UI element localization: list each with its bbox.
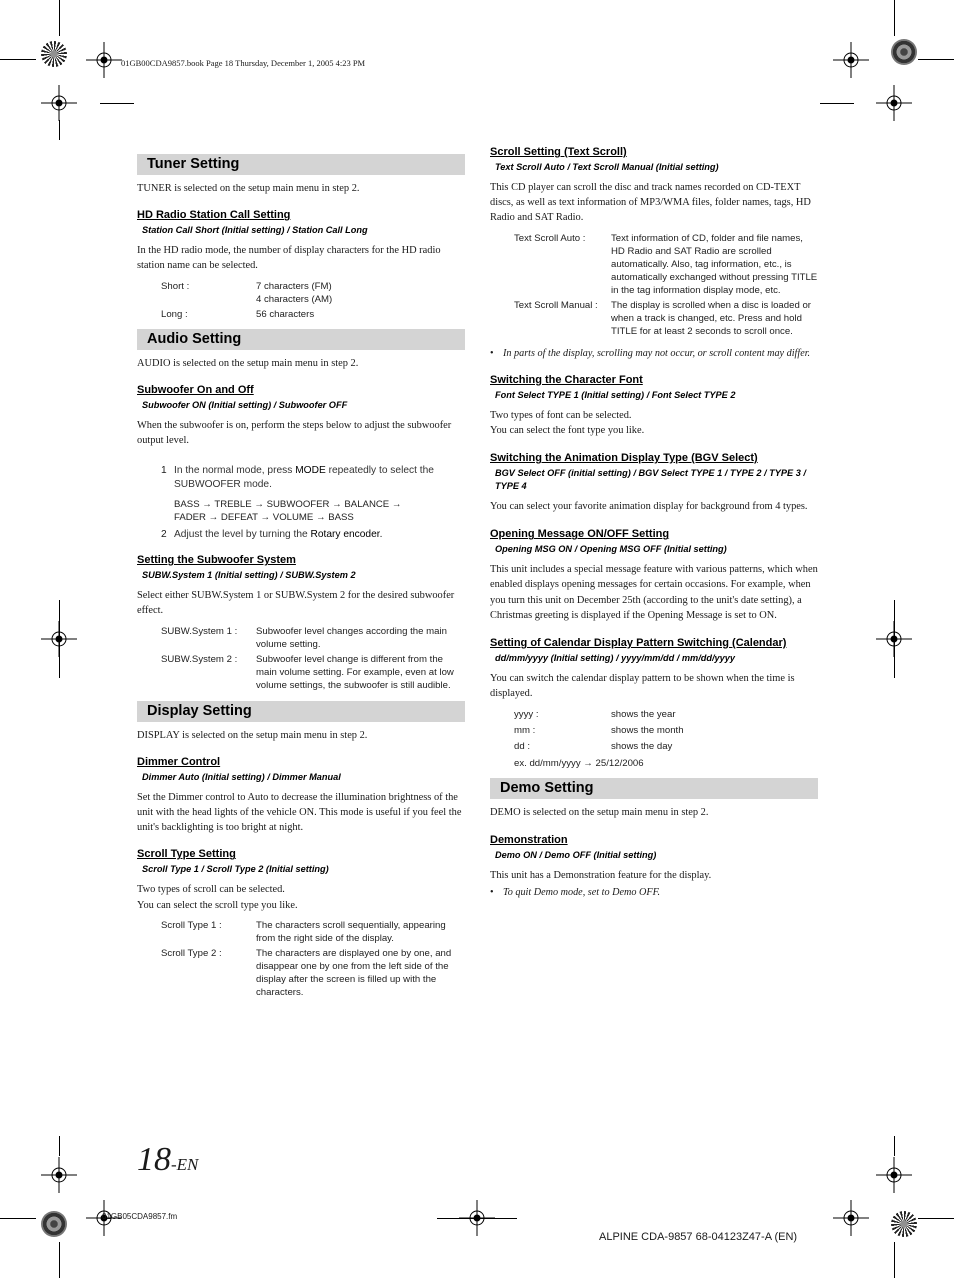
key-rotary-encoder: Rotary encoder: [310, 529, 380, 541]
options-text-scroll: Text Scroll Auto / Text Scroll Manual (Initial setting): [495, 162, 719, 172]
body-subwoofer-system: Select either SUBW.System 1 or SUBW.System 2 for the desired subwoofer effect.: [137, 590, 455, 617]
text-scroll-definitions: [514, 232, 818, 338]
page-number-digits: 18: [137, 1141, 171, 1178]
section-title-demo: Demo Setting: [490, 778, 818, 799]
page-number: [137, 1141, 198, 1179]
body-opening: This unit includes a special message feature with various patterns, which when enabled displays opening messages for certain occasions. For example, when you turn this unit on December 25th (according to the unit's date setting), a Christmas greeting is displayed if the Opening Message is set to ON.: [490, 564, 818, 621]
options-demonstration: Demo ON / Demo OFF (Initial setting): [495, 849, 657, 860]
body-calendar: You can switch the calendar display pattern to be shown when the time is displayed.: [490, 673, 795, 700]
body-font-2: You can select the font type you like.: [490, 424, 645, 436]
def-label: Scroll Type 2 :: [161, 947, 222, 959]
def-value: shows the day: [611, 741, 673, 753]
def-value: shows the month: [611, 725, 684, 737]
body-dimmer: Set the Dimmer control to Auto to decrease the illumination brightness of the unit with the head lights of the vehicle ON. This mode is useful if you feel the unit's backlighting is too bright at night.: [137, 791, 462, 834]
registration-mark-icon: [41, 1157, 77, 1193]
def-value: Subwoofer level change is different from the main volume setting. For example, even at low volume settings, the subwoofer is still audible.: [256, 653, 454, 691]
scroll-type-definitions: [161, 919, 465, 999]
header-file-info: 01GB00CDA9857.book Page 18 Thursday, December 1, 2005 4:23 PM: [121, 58, 366, 68]
body-bgv: You can select your favorite animation display for background from 4 types.: [490, 501, 808, 513]
note-text-scroll: [490, 347, 818, 360]
def-value: The characters are displayed one by one, and disappear one by one from the left side of the display after the screen is filled up with the characters.: [256, 947, 452, 998]
def-label: Text Scroll Auto :: [514, 232, 586, 244]
def-value: 7 characters (FM): [256, 280, 332, 292]
body-text-scroll: This CD player can scroll the disc and track names recorded on CD-TEXT discs, as well as text information of MP3/WMA files, folder names, tags, HD Radio and SAT Radio.: [490, 182, 811, 224]
note-text: To quit Demo mode, set to Demo OFF.: [503, 886, 661, 898]
section-title-display: Display Setting: [137, 701, 465, 722]
right-column: [490, 146, 818, 899]
heading-dimmer: Dimmer Control: [137, 755, 221, 768]
heading-subwoofer-system: Setting the Subwoofer System: [137, 554, 296, 567]
options-scroll-type: Scroll Type 1 / Scroll Type 2 (Initial setting): [142, 864, 329, 875]
step-text-b: .: [379, 529, 383, 541]
subwoofer-system-definitions: [161, 625, 465, 692]
body-scroll-type-1: Two types of scroll can be selected.: [137, 884, 285, 896]
page-number-suffix: -EN: [171, 1155, 199, 1174]
step-text-b: repeatedly to select the SUBWOOFER mode.: [174, 465, 434, 491]
registration-mark-icon: [41, 85, 77, 121]
def-label: Long :: [161, 308, 188, 320]
registration-mark-icon: [833, 1200, 869, 1236]
step-text: [174, 464, 465, 492]
registration-mark-icon: [876, 1157, 912, 1193]
options-calendar: dd/mm/yyyy (Initial setting) / yyyy/mm/dd / mm/dd/yyyy: [495, 653, 735, 664]
options-opening: Opening MSG ON / Opening MSG OFF (Initial setting): [495, 544, 727, 555]
registration-mark-icon: [86, 42, 122, 78]
step-text: [174, 528, 382, 542]
step-text-a: Adjust the level by turning the: [174, 529, 311, 541]
options-hd-radio: Station Call Short (Initial setting) / Station Call Long: [142, 225, 368, 236]
def-label: yyyy :: [514, 709, 539, 721]
mode-flow: [174, 498, 465, 524]
calendar-example: ex. dd/mm/yyyy → 25/12/2006: [514, 758, 644, 770]
registration-mark-icon: [833, 42, 869, 78]
options-font: Font Select TYPE 1 (Initial setting) / Font Select TYPE 2: [495, 389, 736, 400]
bullet: •: [490, 886, 494, 898]
left-column: [137, 154, 465, 999]
note-text: In parts of the display, scrolling may not occur, or scroll content may differ.: [503, 347, 811, 359]
note-demo: [490, 886, 818, 899]
body-font-1: Two types of font can be selected.: [490, 409, 632, 421]
def-label: Text Scroll Manual :: [514, 299, 598, 311]
step-number: 2: [161, 529, 167, 541]
def-value: 56 characters: [256, 308, 315, 320]
heading-demonstration: Demonstration: [490, 833, 568, 846]
def-value: The display is scrolled when a disc is loaded or when a track is changed, etc. Press and hold TITLE for at least 2 seconds to scroll once.: [611, 299, 811, 337]
def-label: SUBW.System 2 :: [161, 653, 238, 665]
mode-flow-line: FADER → DEFEAT → VOLUME → BASS: [174, 512, 354, 524]
body-demonstration: This unit has a Demonstration feature for the display.: [490, 869, 712, 881]
def-label: mm :: [514, 725, 536, 737]
body-subwoofer-onoff: When the subwoofer is on, perform the steps below to adjust the subwoofer output level.: [137, 419, 452, 447]
def-value: The characters scroll sequentially, appearing from the right side of the display.: [256, 919, 446, 944]
footer-model: ALPINE CDA-9857 68-04123Z47-A (EN): [599, 1231, 798, 1243]
footer-file-name: 01GB05CDA9857.fm: [102, 1212, 178, 1221]
def-label: Short :: [161, 280, 190, 292]
section-title-tuner: Tuner Setting: [137, 154, 465, 175]
demo-intro: DEMO is selected on the setup main menu in step 2.: [490, 807, 709, 819]
step-number: 1: [161, 465, 167, 477]
options-bgv: BGV Select OFF (initial setting) / BGV Select TYPE 1 / TYPE 2 / TYPE 3 / TYPE 4: [495, 468, 806, 492]
options-subwoofer-onoff: Subwoofer ON (Initial setting) / Subwoofer OFF: [142, 399, 348, 410]
color-rosette-icon: [891, 1211, 917, 1237]
step-1: [161, 464, 465, 492]
mode-flow-line: BASS → TREBLE → SUBWOOFER → BALANCE →: [174, 499, 402, 511]
step-text-a: In the normal mode, press: [174, 465, 296, 477]
heading-calendar: Setting of Calendar Display Pattern Switching (Calendar): [490, 637, 787, 650]
calendar-definitions: [514, 707, 818, 772]
color-rosette-icon: [41, 41, 67, 67]
heading-opening: Opening Message ON/OFF Setting: [490, 528, 670, 541]
body-scroll-type-2: You can select the scroll type you like.: [137, 899, 298, 911]
registration-mark-icon: [876, 85, 912, 121]
def-label: Scroll Type 1 :: [161, 919, 222, 931]
display-intro: DISPLAY is selected on the setup main menu in step 2.: [137, 729, 368, 741]
body-hd-radio: In the HD radio mode, the number of display characters for the HD radio station name can be selected.: [137, 245, 441, 272]
def-label: SUBW.System 1 :: [161, 625, 238, 637]
def-value: 4 characters (AM): [256, 293, 333, 305]
def-value: shows the year: [611, 709, 676, 721]
color-rosette-icon: [891, 39, 917, 65]
options-dimmer: Dimmer Auto (Initial setting) / Dimmer Manual: [142, 771, 341, 782]
tuner-intro: TUNER is selected on the setup main menu in step 2.: [137, 183, 360, 194]
heading-subwoofer-onoff: Subwoofer On and Off: [137, 383, 254, 396]
heading-text-scroll: Scroll Setting (Text Scroll): [490, 146, 627, 158]
key-mode: MODE: [295, 465, 326, 477]
def-value: Subwoofer level changes according the main volume setting.: [256, 625, 447, 650]
section-title-audio: Audio Setting: [137, 329, 465, 350]
def-value: Text information of CD, folder and file names, HD Radio and SAT Radio are scrolled automatically. Also, tag information, etc., is automatically exchanged without pressing TITLE in the tag information display mode, etc.: [611, 232, 818, 296]
color-rosette-icon: [41, 1211, 67, 1237]
hd-radio-definitions: [161, 280, 465, 321]
def-label: dd :: [514, 741, 531, 753]
heading-hd-radio: HD Radio Station Call Setting: [137, 209, 291, 222]
heading-bgv: Switching the Animation Display Type (BGV Select): [490, 452, 758, 465]
options-subwoofer-system: SUBW.System 1 (Initial setting) / SUBW.System 2: [142, 570, 356, 581]
audio-intro: AUDIO is selected on the setup main menu in step 2.: [137, 357, 359, 369]
step-2: [161, 528, 465, 542]
heading-font: Switching the Character Font: [490, 373, 643, 386]
heading-scroll-type: Scroll Type Setting: [137, 848, 236, 861]
bullet: •: [490, 347, 494, 359]
